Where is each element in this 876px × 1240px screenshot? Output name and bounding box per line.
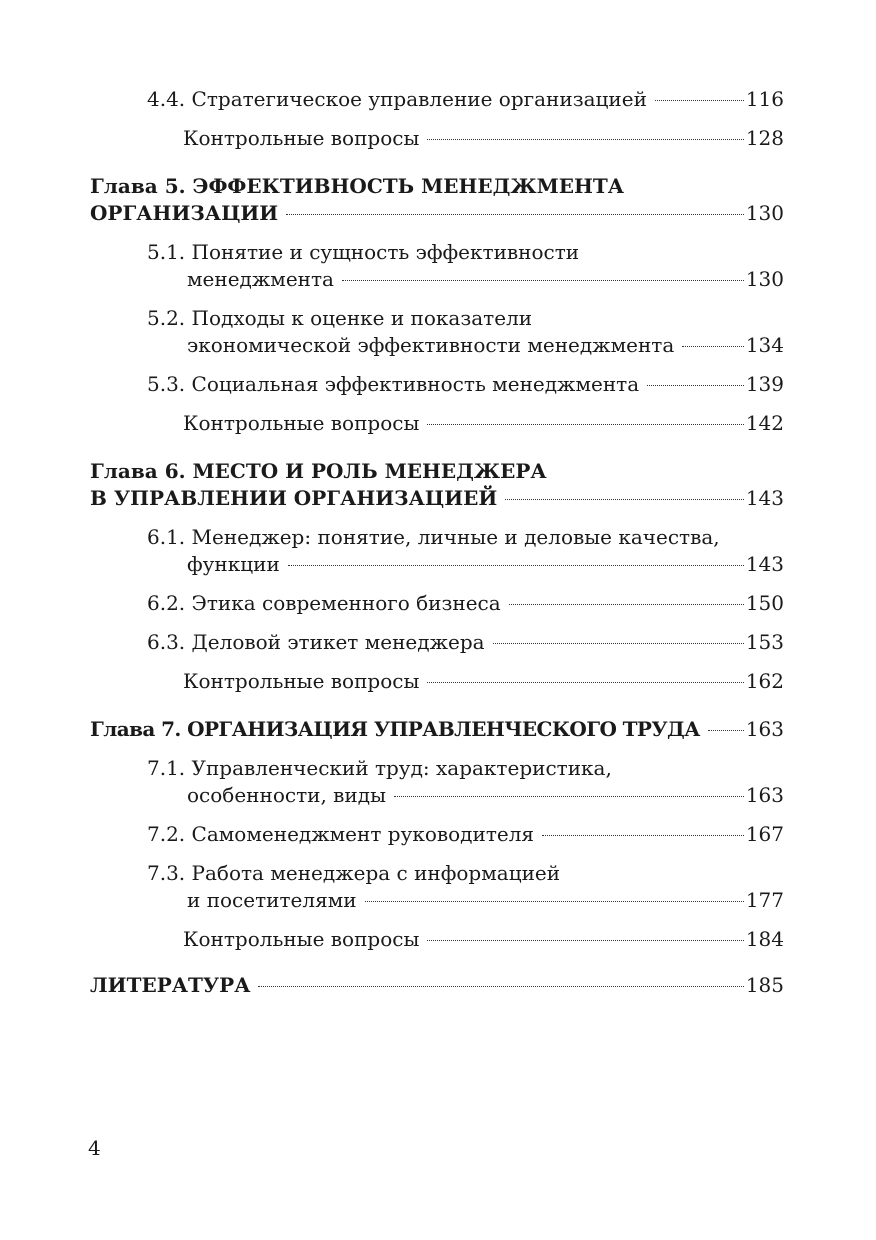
toc-entry[interactable] [90,668,784,695]
toc-entry[interactable] [90,371,784,398]
toc-entry-title: Контрольные вопросы [183,411,420,435]
toc-page-number: 163 [745,783,784,807]
toc-page-number: 185 [745,973,784,997]
toc-page-number: 150 [745,591,784,615]
toc-entry-title: 5.1. Понятие и сущность эффективности [147,240,580,264]
toc-chapter-title: ОРГАНИЗАЦИИ [90,201,279,225]
dot-leader [258,986,743,987]
toc-entry[interactable] [90,410,784,437]
toc-entry-title: 6.1. Менеджер: понятие, личные и деловые качества, [147,525,720,549]
toc-page-number: 177 [745,888,784,912]
toc-page-number: 167 [745,822,784,846]
toc-entry-title: экономической эффективности менеджмента [187,333,675,357]
dot-leader [427,682,743,683]
dot-leader [708,730,744,731]
toc-entry-title: 7.3. Работа менеджера с информацией [147,861,561,885]
toc-page-number: 143 [745,486,784,510]
toc-page-number: 139 [745,372,784,396]
toc-chapter-title: Глава 5. ЭФФЕКТИВНОСТЬ МЕНЕДЖМЕНТА [90,174,625,198]
dot-leader [493,643,744,644]
toc-entry[interactable] [90,755,784,809]
toc-page-number: 162 [745,669,784,693]
toc-chapter[interactable] [90,458,784,512]
toc-page-number: 128 [745,126,784,150]
toc-chapter[interactable] [90,716,784,743]
toc-page-number: 143 [745,552,784,576]
toc-page-number: 142 [745,411,784,435]
toc-page-number: 153 [745,630,784,654]
toc-entry[interactable] [90,821,784,848]
page-number: 4 [88,1136,101,1160]
dot-leader [682,346,744,347]
toc-entry-title: Контрольные вопросы [183,669,420,693]
toc-entry[interactable] [90,926,784,953]
toc-entry-title: особенности, виды [187,783,386,807]
dot-leader [342,280,744,281]
toc-entry-title: 5.2. Подходы к оценке и показатели [147,306,533,330]
toc-entry-title: 4.4. Стратегическое управление организацией [147,87,647,111]
toc-page-number: 184 [745,927,784,951]
dot-leader [286,214,744,215]
toc-entry[interactable] [90,239,784,293]
toc-page-number: 130 [745,267,784,291]
toc-chapter-title: В УПРАВЛЕНИИ ОРГАНИЗАЦИЕЙ [90,486,498,510]
toc-chapter[interactable] [90,173,784,227]
toc-chapter-title: Глава 7. ОРГАНИЗАЦИЯ УПРАВЛЕНЧЕСКОГО ТРУДА [90,717,700,741]
toc-literature[interactable] [90,972,784,999]
toc-entry[interactable] [90,860,784,914]
toc-entry-title: 6.3. Деловой этикет менеджера [147,630,485,654]
dot-leader [509,604,744,605]
toc-entry-title: Контрольные вопросы [183,927,420,951]
toc-entry[interactable] [90,590,784,617]
toc-entry[interactable] [90,305,784,359]
toc-entry-title: функции [187,552,280,576]
toc-chapter-title: Глава 6. МЕСТО И РОЛЬ МЕНЕДЖЕРА [90,459,547,483]
toc-page-number: 116 [745,87,784,111]
dot-leader [394,796,744,797]
toc-entry-title: Контрольные вопросы [183,126,420,150]
toc-entry[interactable] [90,524,784,578]
toc-entry-title: 7.2. Самоменеджмент руководителя [147,822,535,846]
toc-entry[interactable] [90,86,784,113]
toc-entry-title: менеджмента [187,267,334,291]
toc-page-number: 130 [745,201,784,225]
toc-page-number: 134 [745,333,784,357]
toc-entry-title: 5.3. Социальная эффективность менеджмента [147,372,640,396]
dot-leader [288,565,744,566]
dot-leader [647,385,744,386]
dot-leader [505,499,744,500]
dot-leader [427,940,743,941]
toc-entry-title: 6.2. Этика современного бизнеса [147,591,501,615]
toc-entry[interactable] [90,629,784,656]
dot-leader [365,901,744,902]
dot-leader [427,424,743,425]
toc-entry-title: и посетителями [187,888,357,912]
toc-entry[interactable] [90,125,784,152]
toc-entry-title: 7.1. Управленческий труд: характеристика, [147,756,612,780]
toc-chapter-title: ЛИТЕРАТУРА [90,973,251,997]
dot-leader [542,835,744,836]
dot-leader [655,100,744,101]
dot-leader [427,139,743,140]
table-of-contents [90,86,784,999]
toc-page-number: 163 [745,717,784,741]
